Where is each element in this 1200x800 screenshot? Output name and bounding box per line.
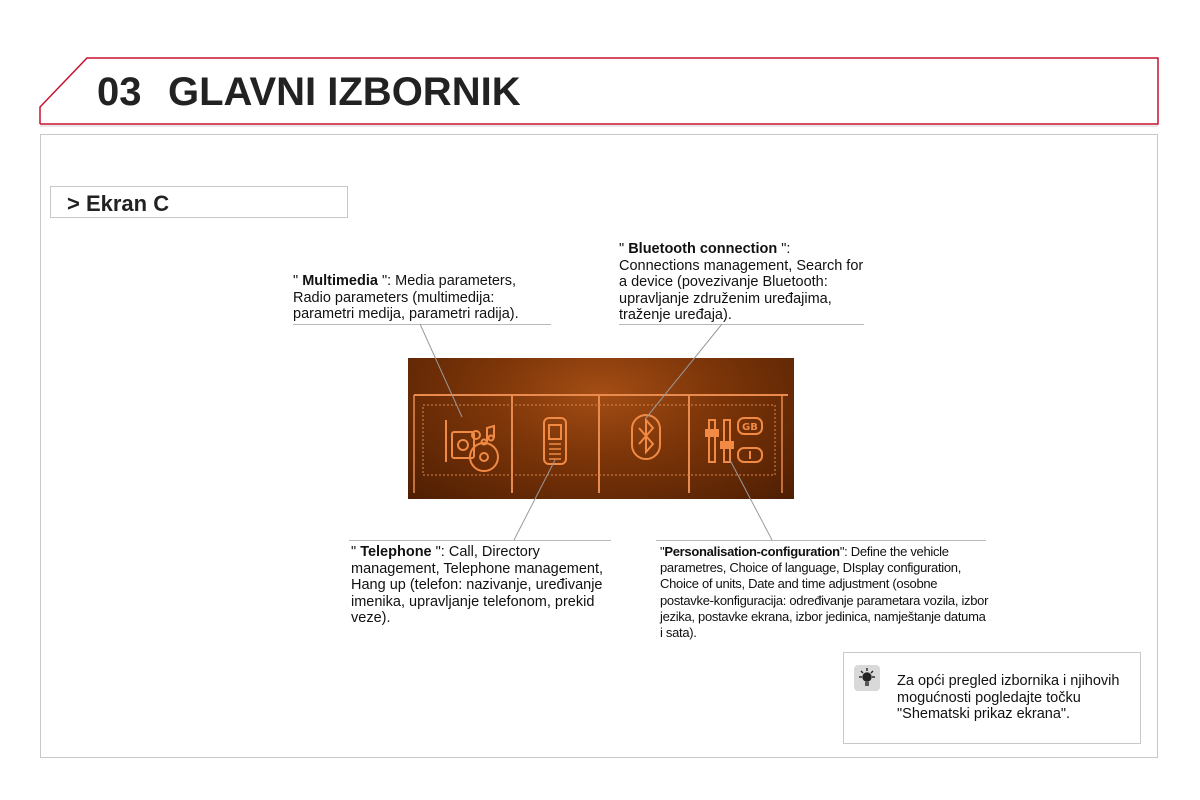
info-note [843,652,1141,744]
svg-text:GB: GB [742,422,758,433]
callout-bluetooth [619,241,865,324]
callout-bluetooth-rule [619,324,864,325]
callout-multimedia-text: ": Media parameters, Radio parameters (multimedija: parametri medija, parametri radija). [293,273,519,322]
quote-mark: " [619,241,629,257]
callout-personalisation-text: ": Define the vehicle parametres, Choice of language, DIsplay configuration, Choice of units, Date and time adjustment (osobne postavke-konfiguracija: određivanje parametara vozila, izbor jezika, postavke ekrana, izbor jedinica, namještanje datuma i sata). [660,544,989,641]
quote-mark: " [293,273,303,289]
bluetooth-icon [632,415,660,459]
callout-multimedia-rule [293,324,551,325]
callout-telephone-rule [349,540,611,541]
callout-multimedia [293,273,555,323]
section-tab [50,186,348,218]
callout-multimedia-name: Multimedia [302,273,378,289]
page-title: GLAVNI IZBORNIK [168,70,521,114]
personalisation-icon [706,418,762,462]
callout-personalisation [660,544,990,641]
callout-personalisation-name: Personalisation-configuration [664,544,840,559]
multimedia-icon [446,420,498,471]
section-label: > Ekran C [67,191,170,216]
callout-bluetooth-text: ": Connections management, Search for a device (povezivanje Bluetooth: upravljanje združenim uređajima, traženje uređaja). [619,241,864,323]
callout-telephone-name: Telephone [360,544,432,560]
display-screen [408,358,794,499]
callout-bluetooth-name: Bluetooth connection [628,241,778,257]
telephone-icon [544,418,566,464]
quote-mark: " [660,544,665,559]
screen-graphics [408,358,794,499]
quote-mark: " [351,544,361,560]
note-text: Za opći pregled izbornika i njihovih mogućnosti pogledajte točku "Shematski prikaz ekrana". [897,673,1120,722]
callout-personalisation-rule [656,540,986,541]
callout-telephone-text: ": Call, Directory management, Telephone management, Hang up (telefon: nazivanje, uređivanje imenika, upravljanje telefonom, prekid veze). [351,544,604,626]
callout-telephone [351,544,613,627]
info-bulb-icon [854,665,880,691]
chapter-number: 03 [97,70,142,114]
